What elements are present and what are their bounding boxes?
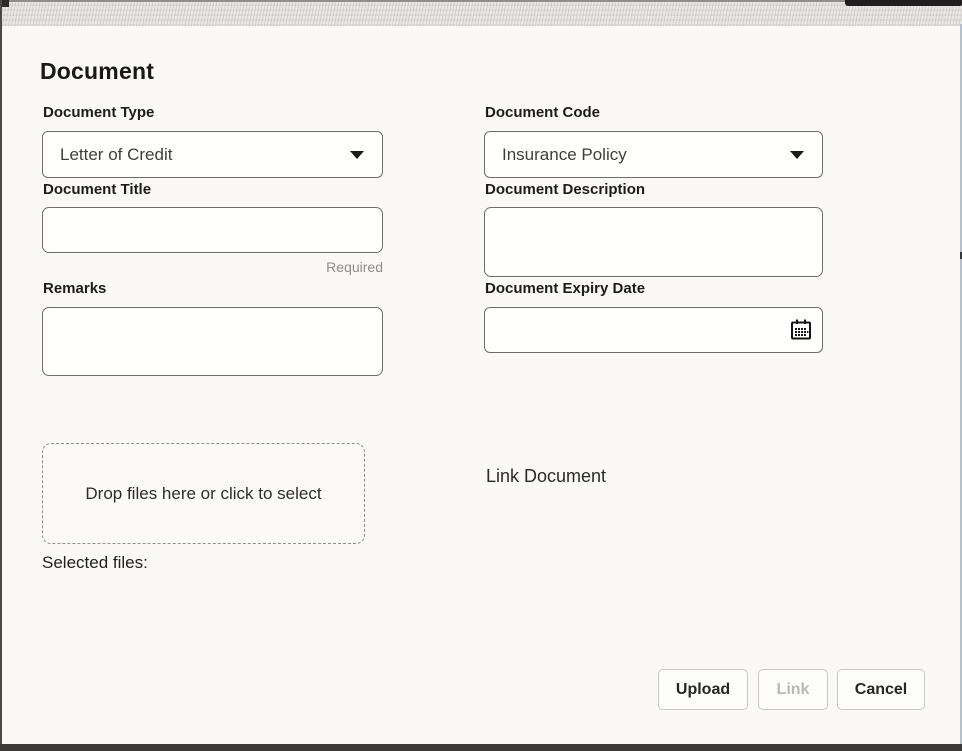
document-expiry-date-input[interactable] [485,308,785,352]
chevron-down-icon [350,151,364,159]
remarks-field-frame [42,307,383,376]
window-bottom-border [0,744,962,751]
calendar-icon[interactable] [788,317,814,343]
link-button[interactable]: Link [758,669,828,710]
window-top-right-mark [845,0,962,6]
document-title-input[interactable] [43,208,382,252]
document-description-field-frame [484,207,823,277]
chevron-down-icon [790,151,804,159]
document-title-label: Document Title [43,181,152,198]
remarks-label: Remarks [43,280,107,297]
document-description-label: Document Description [485,181,646,198]
remarks-textarea[interactable] [43,308,382,375]
page-title: Document [40,58,155,84]
document-type-select[interactable] [42,131,383,178]
required-hint: Required [326,259,383,275]
document-type-selected-value: Letter of Credit [60,144,173,164]
document-type-label: Document Type [43,104,155,121]
document-code-label: Document Code [485,104,601,121]
document-dialog [2,26,960,744]
link-document-label[interactable]: Link Document [486,466,607,486]
document-expiry-date-field-frame [484,307,823,353]
document-title-field-frame [42,207,383,253]
window-top-band [0,0,962,26]
document-description-textarea[interactable] [485,208,822,276]
document-code-selected-value: Insurance Policy [502,144,627,164]
document-code-select[interactable] [484,131,823,178]
upload-button[interactable]: Upload [658,669,748,710]
dropzone-text: Drop files here or click to select [85,483,322,503]
selected-files-label: Selected files: [42,553,148,572]
document-expiry-date-label: Document Expiry Date [485,280,646,297]
file-dropzone[interactable] [42,443,365,544]
cancel-button[interactable]: Cancel [837,669,925,710]
